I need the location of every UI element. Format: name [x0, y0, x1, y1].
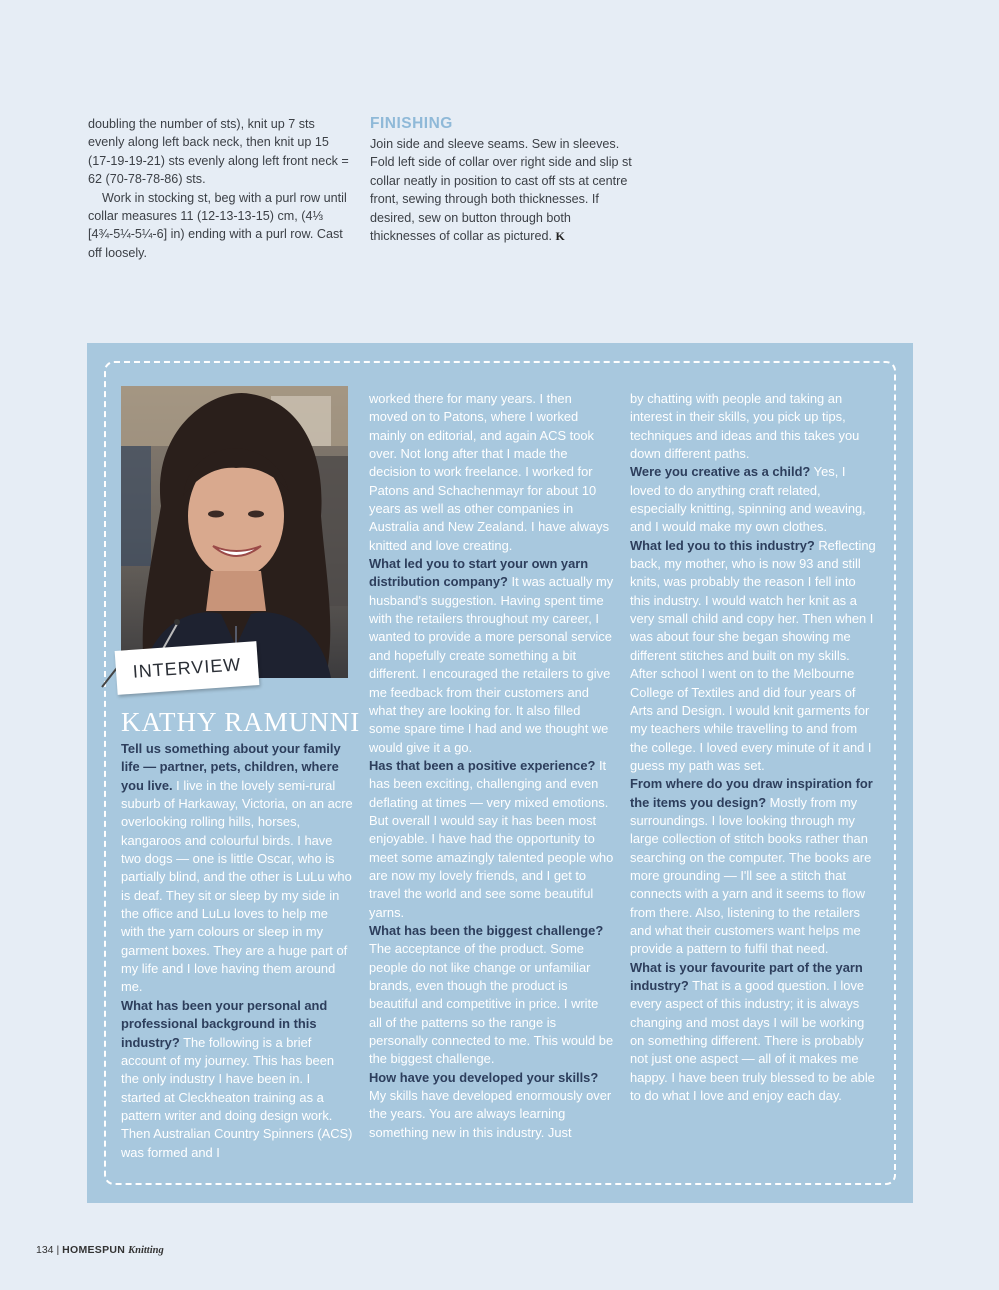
answer: Reflecting back, my mother, who is now 93 and still knits, was probably the reason I fell into this industry. I would watch her knit as a very small child and copy her. Then when I was about four she began showing me different stitches and built on my skills. After school I went on to the Melbourne College of Textiles and did four years of Arts and Design. I would knit garments for my teachers while travelling to and from the college. I loved every minute of it and I guess my path was set. [630, 537, 876, 773]
finishing-heading: FINISHING [370, 115, 453, 132]
answer: The acceptance of the product. Some people do not like change or unfamiliar brands, even though the product is beautiful and competitive in price. I write all of the patterns so the range is personally connected to me. This would be the biggest challenge. [369, 941, 614, 1067]
page-footer [36, 1244, 164, 1256]
magazine-section: Knitting [128, 1245, 164, 1256]
question: What has been the biggest challenge? [369, 922, 604, 938]
answer: The following is a brief account of my journey. This has been the only industry I have been in. I started at Cleckheaton training as a pattern writer and doing design work. Then Australian Country Spinners (ACS) was formed and I [121, 1034, 353, 1160]
interviewee-name: KATHY RAMUNNI [121, 707, 361, 737]
answer: That is a good question. I love every aspect of this industry; it is always changing and most days I will be working on something different. There is probably not just one aspect — all of it makes me happy. I have been truly blessed to be able to do what I love and enjoy each day. [630, 978, 875, 1104]
magazine-name: HOMESPUN [62, 1244, 126, 1256]
portrait-photo [121, 386, 348, 678]
qa-block [630, 959, 878, 1106]
question: How have you developed your skills? [369, 1069, 599, 1085]
answer: It has been exciting, challenging and even deflating at times — very mixed emotions. But overall I would say it has been most enjoyable. I have had the opportunity to meet some amazingly talented people who are now my lovely friends, and I get to travel the world and see some beautiful yarns. [369, 757, 614, 920]
finishing-section [370, 115, 638, 245]
answer: Yes, I loved to do anything craft related, especially knitting, spinning and weaving, and I would make my own clothes. [630, 464, 866, 535]
qa-block [369, 922, 614, 1069]
finishing-text: Join side and sleeve seams. Sew in sleeves. Fold left side of collar over right side and slip st collar neatly in position to cast off sts at centre front, sewing through both thicknesses. If desired, sew on button through both thicknesses of collar as pictured. [370, 137, 632, 244]
question: From where do you draw inspiration for the items you design? [630, 776, 873, 810]
question: Were you creative as a child? [630, 464, 811, 480]
question: What is your favourite part of the yarn industry? [630, 959, 863, 993]
qa-block [630, 463, 878, 536]
question: Has that been a positive experience? [369, 757, 596, 773]
finishing-paragraph [370, 135, 638, 245]
answer: I live in the lovely semi-rural suburb of Harkaway, Victoria, on an acre overlooking rolling hills, horses, kangaroos and colourful birds. I have two dogs — one is little Oscar, who is partially blind, and the other is LuLu who is deaf. They sit or sleep by my side in the office and LuLu loves to help me with the yarn colours or sleep in my garment boxes. They are a huge part of my life and I love having them around me. [121, 777, 353, 995]
question: What has been your personal and professional background in this industry? [121, 997, 328, 1050]
interview-column-3 [630, 390, 878, 1105]
answer: My skills have developed enormously over the years. You are always learning something new in this industry. Just [369, 1088, 612, 1140]
question: What led you to start your own yarn distribution company? [369, 556, 589, 590]
qa-block [121, 740, 353, 997]
answer: by chatting with people and taking an interest in their skills, you pick up tips, techniques and ideas and this takes you down different paths. [630, 391, 860, 462]
question: Tell us something about your family life — partner, pets, children, where you live. [121, 741, 341, 793]
interview-column-1 [121, 740, 353, 1162]
answer: Mostly from my surroundings. I love looking through my large collection of stitch books rather than searching on the computer. The books are more grounding — I'll see a stitch that connects with a yarn and it seems to flow from there. Also, listening to the retailers and what their customers want helps me provide a pattern to fulfil that need. [630, 794, 872, 957]
qa-block [369, 1069, 614, 1142]
pattern-paragraph: doubling the number of sts), knit up 7 sts evenly along left back neck, then knit up 15 (17-19-19-21) sts evenly along left front neck = 62 (70-78-78-86) sts. [88, 117, 349, 187]
end-mark-icon: K [555, 229, 565, 244]
qa-block [630, 775, 878, 958]
portrait-image [121, 386, 348, 678]
qa-block [121, 997, 353, 1162]
interview-tag: INTERVIEW [115, 641, 260, 695]
qa-block [369, 757, 614, 922]
qa-block [369, 555, 614, 757]
answer: It was actually my husband's suggestion. Having spent time with the retailers throughout my career, I wanted to provide a more personal service and hopefully create something a bit different. I encouraged the retailers to give me feedback from their customers and what they are looking for. It also filled some spare time I had and we thought we would give it a go. [369, 574, 614, 755]
question: What led you to this industry? [630, 537, 815, 553]
pattern-text-left [88, 115, 350, 262]
answer: worked there for many years. I then moved on to Patons, where I worked mainly on editorial, and again ACS took over. Not long after that I made the decision to work freelance. I worked for Patons and Schachenmayr for about 10 years as well as other companies in Australia and New Zealand. I have always knitted and love creating. [369, 391, 610, 553]
interview-column-2 [369, 390, 614, 1142]
page-number: 134 [36, 1244, 54, 1256]
pattern-paragraph: Work in stocking st, beg with a purl row until collar measures 11 (12-13-13-15) cm, (4⅓ [4¾-5¼-5¼-6] in) ending with a purl row. Cast off loosely. [88, 190, 347, 260]
footer-separator: | [56, 1244, 60, 1256]
qa-block [630, 537, 878, 775]
